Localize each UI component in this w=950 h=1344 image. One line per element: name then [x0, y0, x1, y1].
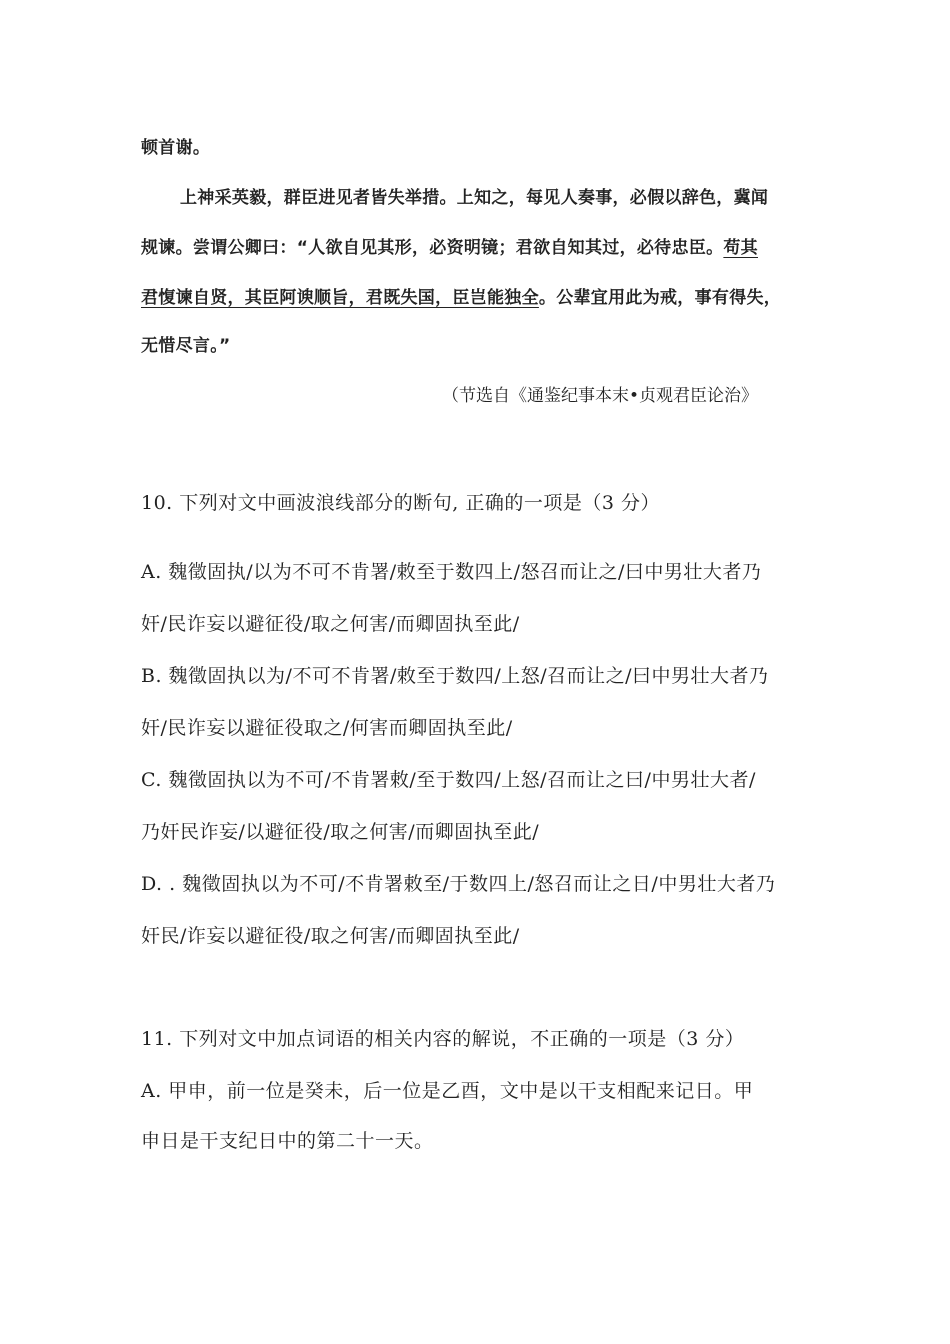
option-10-b-line-2: 奸/民诈妄以避征役取之/何害而卿固执至此/ [141, 717, 513, 739]
option-10-d-line-2: 奸民/诈妄以避征役/取之何害/而卿固执至此/ [141, 925, 520, 947]
passage-line-1: 顿首谢。 [141, 138, 211, 158]
passage-line-4 [141, 283, 781, 308]
option-10-b-line-1: B. 魏徵固执以为/不可不肯署/敕至于数四/上怒/召而让之/曰中男壮大者乃 [141, 665, 769, 687]
option-10-c-line-1: C. 魏徵固执以为不可/不肯署敕/至于数四/上怒/召而让之曰/中男壮大者/ [141, 769, 756, 791]
question-11-stem: 11. 下列对文中加点词语的相关内容的解说，不正确的一项是（3 分） [141, 1028, 745, 1050]
option-11-a-line-1: A. 甲申，前一位是癸未，后一位是乙酉，文中是以干支相配来记日。甲 [141, 1080, 754, 1102]
option-10-a-line-2: 奸/民诈妄以避征役/取之何害/而卿固执至此/ [141, 613, 520, 635]
passage-line-3-text: 规谏。尝谓公卿曰：“人欲自见其形，必资明镜；君欲自知其过，必待忠臣。 [141, 238, 724, 258]
question-10-stem: 10. 下列对文中画波浪线部分的断句, 正确的一项是（3 分） [141, 492, 660, 514]
option-10-c-line-2: 乃奸民诈妄/以避征役/取之何害/而卿固执至此/ [141, 821, 540, 843]
passage-line-4-text: 。公辈宜用此为戒，事有得失， [538, 288, 782, 308]
passage-line-5: 无惜尽言。” [141, 336, 231, 356]
option-11-a-line-2: 申日是干支纪日中的第二十一天。 [141, 1130, 434, 1152]
passage-line-2: 上神采英毅，群臣进见者皆失举措。上知之，每见人奏事，必假以辞色，冀闻 [180, 188, 769, 208]
passage-line-3 [141, 233, 758, 258]
source-citation: （节选自《通鉴纪事本末•贞观君臣论治》 [442, 386, 759, 406]
option-10-a-line-1: A. 魏徵固执/以为不可不肯署/敕至于数四上/怒召而让之/曰中男壮大者乃 [141, 561, 762, 583]
wavy-underlined-text-start: 苟其 [723, 238, 758, 258]
underlined-sentence: 君愎谏自贤，其臣阿谀顺旨，君既失国，臣岂能独全 [141, 288, 539, 308]
option-10-d-line-1: D. . 魏徵固执以为不可/不肯署敕至/于数四上/怒召而让之日/中男壮大者乃 [141, 873, 776, 895]
